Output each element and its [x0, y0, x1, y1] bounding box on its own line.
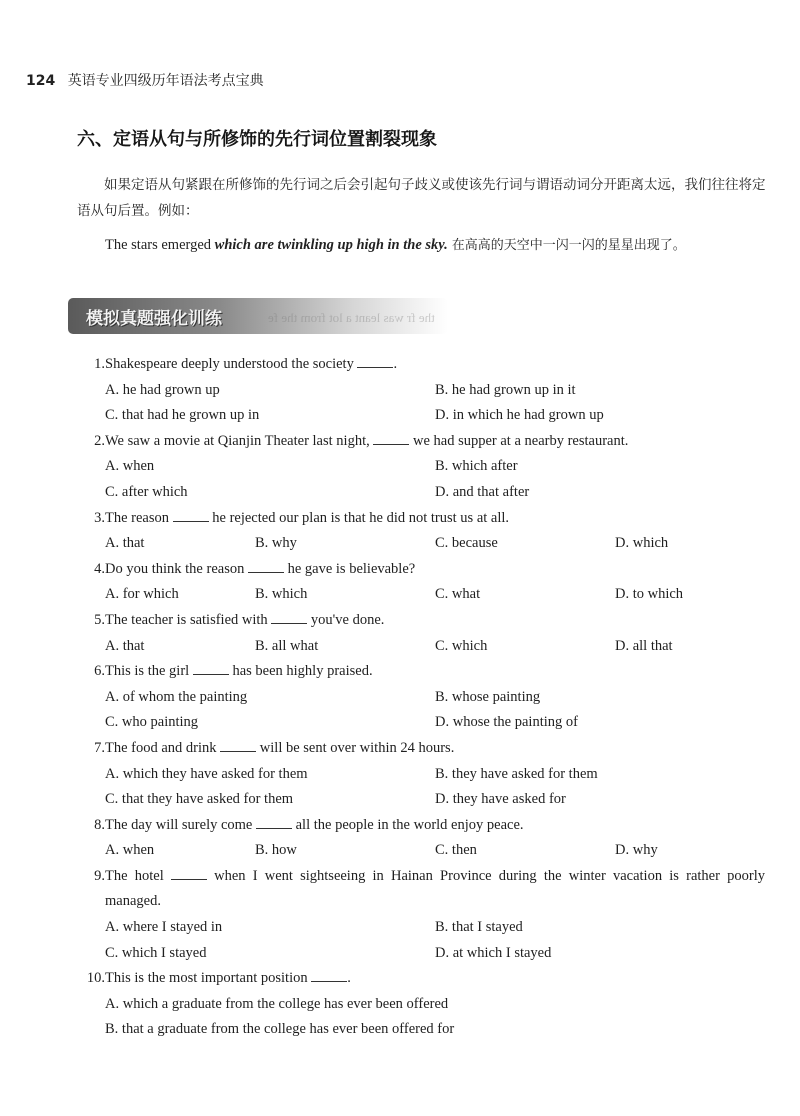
answer-blank — [256, 816, 292, 829]
question-number: 8. — [94, 816, 105, 833]
answer-option: D. and that after — [435, 483, 530, 500]
stem-text: all the people in the world enjoy peace. — [292, 816, 524, 833]
answer-option: D. in which he had grown up — [435, 407, 604, 424]
stem-text: Do you think the reason — [105, 560, 248, 577]
question-stem-row — [78, 736, 778, 762]
options-row — [78, 992, 778, 1018]
answer-option: D. all that — [615, 637, 673, 654]
answer-option: D. which — [615, 535, 669, 552]
stem-text: when I went sightseeing in Hainan Province during the winter vacation is rather poorly managed. — [105, 867, 765, 910]
answer-option: B. that a graduate from the college has ever been offered for — [105, 1021, 455, 1038]
question-stem-row — [78, 352, 778, 378]
stem-text: The food and drink — [105, 739, 221, 756]
question-stem-row — [78, 429, 778, 455]
question-number: 10. — [86, 970, 105, 987]
answer-option: A. which they have asked for them — [105, 765, 308, 782]
answer-option: D. whose the painting of — [435, 714, 578, 731]
answer-blank — [220, 739, 256, 752]
question-stem — [105, 966, 351, 992]
banner-label: 模拟真题强化训练 — [86, 309, 222, 329]
answer-option: B. he had grown up in it — [435, 381, 576, 398]
answer-option: B. they have asked for them — [435, 765, 598, 782]
answer-option: A. he had grown up — [105, 381, 220, 398]
page-number: 124 — [26, 73, 56, 89]
options-row — [78, 685, 778, 711]
answer-option: B. how — [255, 842, 297, 859]
question-number: 9. — [94, 867, 105, 884]
answer-option: C. which — [435, 637, 488, 654]
example-translation: 在高高的天空中一闪一闪的星星出现了。 — [451, 238, 686, 253]
answer-option: C. which I stayed — [105, 944, 207, 961]
answer-option: C. who painting — [105, 714, 199, 731]
answer-option: A. when — [105, 458, 155, 475]
options-row — [78, 531, 778, 557]
stem-text: . — [393, 356, 398, 372]
answer-option: A. for which — [105, 586, 179, 603]
answer-option: C. then — [435, 842, 477, 859]
question-stem — [105, 608, 384, 634]
question-number: 2. — [94, 432, 105, 449]
question-stem — [105, 813, 524, 839]
answer-option: B. which after — [435, 458, 518, 475]
options-row — [78, 454, 778, 480]
stem-text: he rejected our plan is that he did not trust us at all. — [208, 509, 510, 526]
question-stem — [105, 429, 628, 455]
stem-text: This is the most important position — [105, 970, 312, 987]
answer-option: D. to which — [615, 586, 684, 603]
answer-blank — [311, 969, 347, 982]
stem-text: The teacher is satisfied with — [105, 611, 272, 628]
question-list — [78, 352, 778, 1043]
stem-text: has been highly praised. — [228, 663, 373, 680]
answer-blank — [271, 611, 307, 624]
stem-text: Shakespeare deeply understood the society — [105, 356, 358, 372]
answer-option: C. that they have asked for them — [105, 791, 294, 808]
options-row — [78, 480, 778, 506]
options-row — [78, 403, 778, 429]
question-stem-row — [78, 966, 778, 992]
question-stem — [105, 864, 765, 915]
answer-option: C. what — [435, 586, 481, 603]
options-row — [78, 634, 778, 660]
bleed-through-text: the fr was leant a lot from the fe — [268, 310, 435, 325]
example-plain: The stars emerged — [105, 237, 215, 253]
answer-option: A. that — [105, 637, 145, 654]
example-emphasis: which are twinkling up high in the sky. — [214, 237, 448, 253]
options-row — [78, 710, 778, 736]
question-stem-row — [78, 557, 778, 583]
stem-text: We saw a movie at Qianjin Theater last night, — [105, 432, 374, 449]
question-stem-row — [78, 813, 778, 839]
example-sentence — [105, 234, 785, 254]
question-number: 1. — [94, 356, 105, 372]
answer-option: A. which a graduate from the college has ever been offered — [105, 995, 449, 1012]
exercise-banner — [68, 298, 448, 334]
stem-text: you've done. — [307, 611, 385, 628]
stem-text: The hotel — [105, 867, 171, 884]
answer-option: B. which — [255, 586, 308, 603]
answer-option: D. why — [615, 842, 658, 859]
answer-option: B. that I stayed — [435, 919, 523, 936]
book-title: 英语专业四级历年语法考点宝典 — [67, 73, 264, 89]
section-title: 六、定语从句与所修饰的先行词位置割裂现象 — [77, 129, 437, 150]
question-stem-row — [78, 506, 778, 532]
answer-option: A. where I stayed in — [105, 919, 223, 936]
stem-text: The reason — [105, 509, 173, 526]
answer-option: B. why — [255, 535, 297, 552]
stem-text: The day will surely come — [105, 816, 256, 833]
question-stem-row — [78, 608, 778, 634]
answer-option: C. after which — [105, 483, 188, 500]
section-paragraph: 如果定语从句紧跟在所修饰的先行词之后会引起句子歧义或使该先行词与谓语动词分开距离太远，我们往往将定语从句后置。例如： — [77, 177, 766, 219]
question-stem — [105, 352, 397, 378]
options-row — [78, 787, 778, 813]
question-number: 4. — [94, 560, 105, 577]
answer-option: B. all what — [255, 637, 319, 654]
options-row — [78, 838, 778, 864]
options-row — [78, 915, 778, 941]
answer-blank — [173, 509, 209, 522]
question-number: 6. — [94, 663, 105, 680]
answer-blank — [373, 432, 409, 445]
answer-option: C. because — [435, 535, 498, 552]
options-row — [78, 762, 778, 788]
question-stem — [105, 506, 509, 532]
answer-option: D. at which I stayed — [435, 944, 552, 961]
answer-option: A. when — [105, 842, 155, 859]
answer-option: B. whose painting — [435, 688, 541, 705]
options-row — [78, 941, 778, 967]
answer-blank — [193, 662, 229, 675]
running-header — [26, 70, 264, 90]
question-stem-row — [78, 659, 778, 685]
question-stem — [105, 736, 454, 762]
stem-text: he gave is believable? — [283, 560, 416, 577]
options-row — [78, 582, 778, 608]
options-row — [78, 1017, 778, 1043]
question-stem — [105, 659, 373, 685]
answer-option: C. that had he grown up in — [105, 407, 260, 424]
answer-blank — [357, 355, 393, 368]
question-number: 5. — [94, 611, 105, 628]
answer-option: D. they have asked for — [435, 791, 566, 808]
stem-text: This is the girl — [105, 663, 193, 680]
stem-text: we had supper at a nearby restaurant. — [409, 432, 629, 449]
answer-option: A. that — [105, 535, 145, 552]
stem-text: will be sent over within 24 hours. — [256, 739, 455, 756]
answer-blank — [248, 560, 284, 573]
options-row — [78, 378, 778, 404]
question-number: 3. — [94, 509, 105, 526]
question-number: 7. — [94, 739, 105, 756]
question-stem — [105, 557, 415, 583]
question-stem-row — [78, 864, 778, 915]
answer-blank — [171, 867, 207, 880]
stem-text: . — [347, 970, 351, 987]
answer-option: A. of whom the painting — [105, 688, 248, 705]
